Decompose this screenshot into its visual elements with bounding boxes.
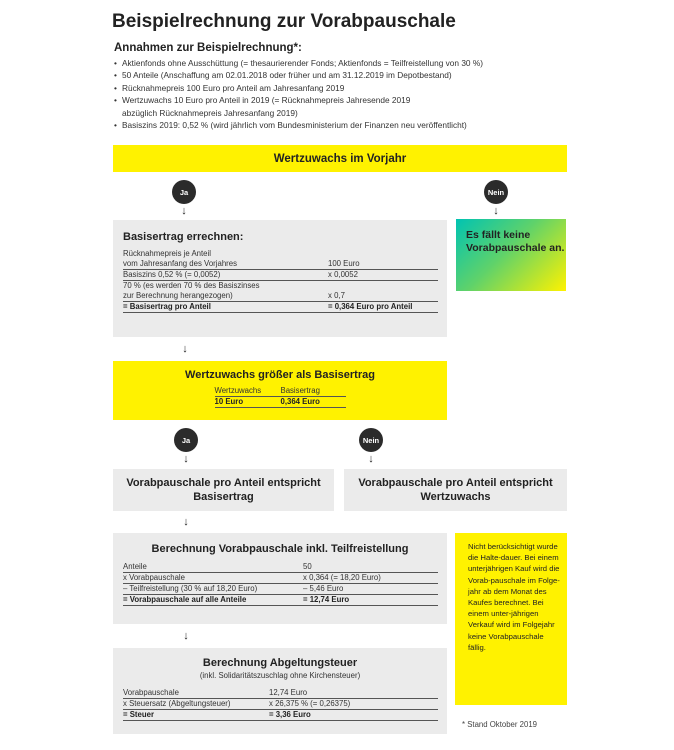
calc-value: 100 Euro (328, 259, 438, 270)
calc-row (123, 291, 438, 302)
keine-vorabpauschale-box (456, 219, 566, 291)
assumption-item: • Aktienfonds ohne Ausschüttung (= thesaurierender Fonds; Aktienfonds = Teilfreistellung von 30 %) (114, 57, 574, 69)
calc-result-row (123, 595, 438, 606)
calc-value: = 12,74 Euro (303, 595, 438, 606)
vergleich-box (113, 361, 447, 420)
nein-badge-1 (484, 180, 508, 204)
wertzuwachs-vorjahr-bar (113, 145, 567, 172)
calc-label: 70 % (es werden 70 % des Basiszinses (123, 281, 260, 290)
vergleich-col-basisertrag: Basisertrag (281, 386, 346, 397)
ja-label: Ja (179, 187, 189, 197)
calc-label: – Teilfreistellung (30 % auf 18,20 Euro) (123, 584, 303, 595)
calc-value: = 0,364 Euro pro Anteil (328, 302, 438, 313)
assumption-item: • 50 Anteile (Anschaffung am 02.01.2018 oder früher und am 31.12.2019 im Depotbestand) (114, 69, 574, 81)
berechnung-table (123, 562, 438, 606)
stand-footnote: * Stand Oktober 2019 (462, 720, 537, 729)
page-title: Beispielrechnung zur Vorabpauschale (112, 11, 456, 32)
calc-value: x 26,375 % (= 0,26375) (269, 699, 438, 710)
basisertrag-box (113, 220, 447, 337)
arrow-down-icon: ↓ (182, 343, 188, 355)
assumption-item: • Basiszins 2019: 0,52 % (wird jährlich vom Bundesministerium der Finanzen neu veröffentlicht) (114, 119, 574, 131)
calc-row (123, 270, 438, 281)
calc-row (123, 688, 438, 699)
arrow-down-icon: ↓ (183, 516, 189, 528)
hinweis-text: Nicht berücksichtigt wurde die Halte-dauer. Bei einem unterjährigen Kauf wird die Vorab-pauschale im Folge-jahr ab dem Monat des Kaufes berechnet. Bei einem unter-jährigen Verkauf wird im Folgejahr keine Vorabpauschale fällig. (468, 542, 560, 652)
hinweis-box (455, 533, 567, 705)
option-basisertrag-box (113, 469, 334, 511)
vergleich-val-basisertrag: 0,364 Euro (281, 397, 346, 408)
calc-value: – 5,46 Euro (303, 584, 438, 595)
calc-label: = Steuer (123, 710, 269, 721)
calc-value (328, 281, 438, 292)
calc-label: Basiszins 0,52 % (= 0,0052) (123, 270, 328, 281)
berechnung-box (113, 533, 447, 624)
calc-value: x 0,364 (= 18,20 Euro) (303, 573, 438, 584)
calc-row (123, 573, 438, 584)
abgeltung-subtitle: (inkl. Solidaritätszuschlag ohne Kirchensteuer) (199, 671, 361, 680)
arrow-down-icon: ↓ (493, 205, 499, 217)
calc-row (123, 249, 438, 259)
berechnung-title: Berechnung Vorabpauschale inkl. Teilfreistellung (151, 543, 409, 555)
calc-row (123, 699, 438, 710)
abgeltung-table (123, 688, 438, 721)
calc-value: x 0,0052 (328, 270, 438, 281)
vergleich-val-wertzuwachs: 10 Euro (215, 397, 281, 408)
calc-row (123, 562, 438, 573)
wertzuwachs-vorjahr-label: Wertzuwachs im Vorjahr (273, 152, 407, 165)
abgeltung-title: Berechnung Abgeltungsteuer (202, 657, 358, 669)
calc-label: Rücknahmepreis je Anteil (123, 249, 211, 258)
calc-label: Vorabpauschale (123, 688, 269, 699)
calc-label: vom Jahresanfang des Vorjahres (123, 259, 328, 270)
vergleich-value-row (215, 397, 346, 408)
calc-result-row (123, 710, 438, 721)
calc-label: = Basisertrag pro Anteil (123, 302, 328, 313)
assumption-item-line1: Wertzuwachs 10 Euro pro Anteil in 2019 (= Rücknahmepreis Jahresende 2019 (122, 95, 411, 106)
arrow-down-icon: ↓ (181, 205, 187, 217)
calc-value: 12,74 Euro (269, 688, 438, 699)
nein-label: Nein (487, 187, 505, 197)
calc-label: zur Berechnung herangezogen) (123, 291, 328, 302)
ja-badge-2 (174, 428, 198, 452)
assumption-item (114, 94, 574, 119)
option-basisertrag-text: Vorabpauschale pro Anteil entspricht Basisertrag (126, 477, 321, 503)
calc-row (123, 259, 438, 270)
vergleich-title: Wertzuwachs größer als Basisertrag (185, 369, 375, 381)
assumption-item: • Rücknahmepreis 100 Euro pro Anteil am Jahresanfang 2019 (114, 82, 574, 94)
vergleich-table (215, 386, 346, 408)
nein-label: Nein (362, 435, 380, 445)
ja-label: Ja (181, 435, 191, 445)
vergleich-header-row (215, 386, 346, 397)
vergleich-col-wertzuwachs: Wertzuwachs (215, 386, 281, 397)
nein-badge-2 (359, 428, 383, 452)
calc-label: x Steuersatz (Abgeltungsteuer) (123, 699, 269, 710)
assumption-item-line2: abzüglich Rücknahmepreis Jahresanfang 2019) (122, 107, 298, 118)
calc-label: x Vorabpauschale (123, 573, 303, 584)
option-wertzuwachs-box (344, 469, 567, 511)
calc-value: x 0,7 (328, 291, 438, 302)
abgeltung-box (113, 648, 447, 734)
arrow-down-icon: ↓ (368, 453, 374, 465)
calc-value: 50 (303, 562, 438, 573)
option-wertzuwachs-text: Vorabpauschale pro Anteil entspricht Wertzuwachs (358, 477, 553, 503)
assumptions-list (114, 57, 574, 131)
calc-value: = 3,36 Euro (269, 710, 438, 721)
calc-row (123, 281, 438, 292)
ja-badge-1 (172, 180, 196, 204)
arrow-down-icon: ↓ (183, 630, 189, 642)
calc-label: Anteile (123, 562, 303, 573)
keine-vorabpauschale-text: Es fällt keine Vorabpauschale an. (466, 229, 565, 254)
calc-result-row (123, 302, 438, 313)
calc-value (328, 249, 438, 259)
basisertrag-title: Basisertrag errechnen: (123, 231, 244, 243)
arrow-down-icon: ↓ (183, 453, 189, 465)
basisertrag-table (123, 249, 438, 313)
calc-label: = Vorabpauschale auf alle Anteile (123, 595, 303, 606)
assumptions-heading: Annahmen zur Beispielrechnung*: (114, 42, 302, 54)
calc-row (123, 584, 438, 595)
